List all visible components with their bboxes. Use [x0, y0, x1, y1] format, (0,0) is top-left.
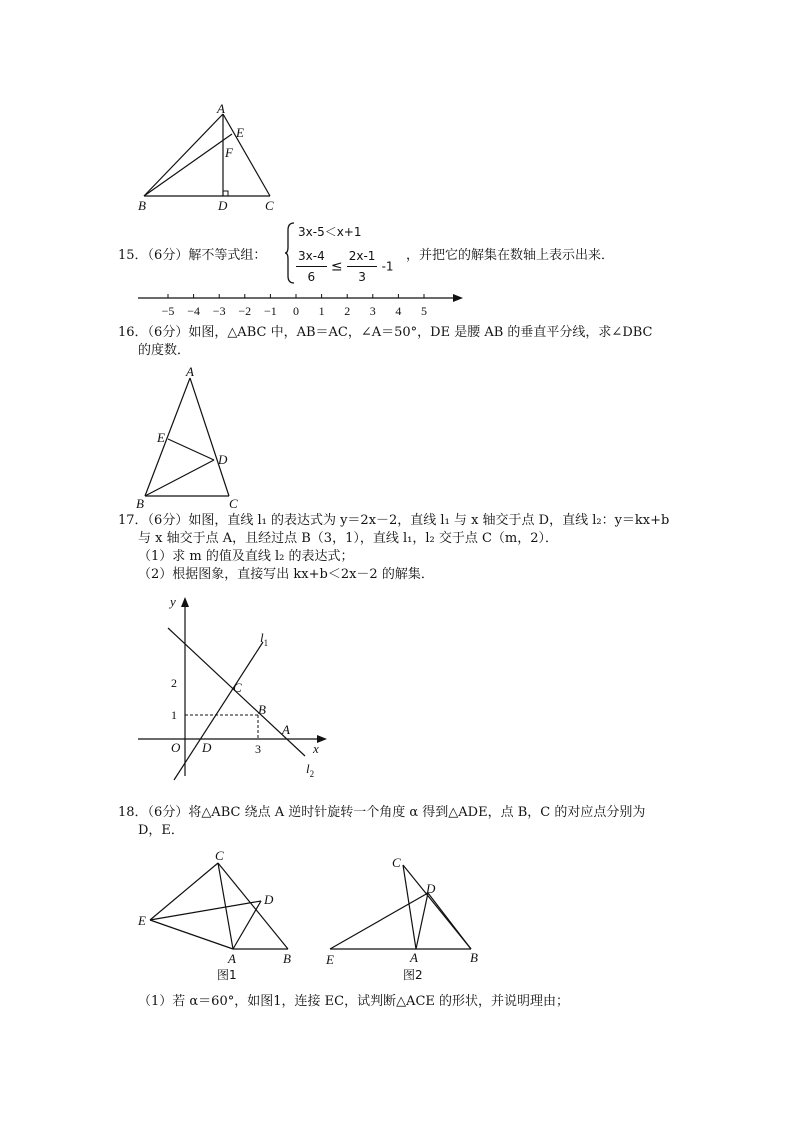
q15-number: 15．（6分）解不等式组：: [118, 248, 267, 263]
figure-q17-graph: [130, 590, 340, 782]
axis-tick-label: 1: [318, 304, 325, 318]
axis-tick-label: 4: [395, 304, 402, 318]
seg-ED: [330, 893, 428, 949]
label-A: A: [217, 101, 225, 116]
seg-ED: [168, 439, 214, 460]
q15-tail: ，并把它的解集在数轴上表示出来．: [406, 248, 615, 263]
question-17: [118, 512, 758, 584]
figure-q18-fig2: [320, 845, 495, 985]
q17-line1: 17．（6分）如图，直线 l₁ 的表达式为 y＝2x－2，直线 l₁ 与 x 轴交于点 D，直线 l₂：y＝kx+b: [118, 513, 670, 528]
seg-CB: [403, 865, 471, 949]
tick-y1: 1: [171, 708, 177, 722]
label-B: B: [138, 198, 146, 213]
seg-EC: [150, 863, 218, 920]
seg-AD: [233, 901, 261, 949]
label-A: A: [282, 722, 290, 737]
right-angle-mark: [223, 191, 228, 196]
q16-line1: 16．（6分）如图，△ABC 中，AB＝AC，∠A＝50°，DE 是腰 AB 的垂直平分线，求∠DBC: [118, 325, 653, 340]
question-15: [118, 220, 718, 286]
label-B: B: [136, 496, 144, 511]
seg-AD: [416, 893, 428, 949]
seg-ED: [150, 901, 261, 920]
caption-fig2: 图2: [403, 968, 423, 982]
arrow-right-icon: [453, 294, 463, 302]
label-B: B: [470, 950, 478, 965]
q15-ineq2: [296, 246, 394, 287]
q18-sub1: （1）若 α＝60°，如图1，连接 EC，试判断△ACE 的形状，并说明理由；: [138, 994, 570, 1009]
q15-frac2: [347, 246, 378, 287]
q15-minus1: -1: [381, 259, 394, 274]
label-A: A: [228, 951, 236, 966]
axis-tick-label: −2: [238, 304, 252, 318]
figure-q18-fig1: [130, 845, 305, 985]
axis-tick-label: 5: [421, 304, 427, 318]
label-E: E: [138, 913, 146, 928]
frac1-den: 6: [307, 270, 316, 284]
q18-line1: 18．（6分）将△ABC 绕点 A 逆时针旋转一个角度 α 得到△ADE，点 B，C 的对应点分别为: [118, 805, 646, 820]
seg-EA: [150, 920, 233, 949]
label-D: D: [426, 881, 436, 896]
frac2-den: 3: [358, 270, 366, 284]
frac1-num: 3x-4: [296, 246, 327, 267]
label-E: E: [236, 125, 244, 140]
seg-CA: [403, 865, 416, 949]
seg-AB: [144, 114, 223, 196]
q15-ineq1: 3x-5＜x+1: [298, 225, 362, 239]
q15-frac1: [296, 246, 327, 287]
q16-line2: 的度数．: [138, 343, 191, 358]
q17-line2: 与 x 轴交于点 A，且经过点 B（3，1），直线 l₁，l₂ 交于点 C（m，2）．: [138, 531, 559, 546]
label-C: C: [215, 848, 224, 863]
label-l2: $l_2$: [306, 761, 315, 779]
label-D: D: [218, 452, 228, 467]
line-l1: [174, 642, 263, 780]
axis-tick-label: −5: [161, 304, 175, 318]
label-l1: $l_1$: [260, 630, 269, 648]
brace-icon: [284, 222, 296, 284]
q17-sub1: （1）求 m 的值及直线 l₂ 的表达式；: [138, 549, 354, 564]
figure-q14: [130, 100, 290, 218]
q15-leq: ≤: [330, 258, 343, 275]
axis-tick-label: −4: [187, 304, 200, 318]
label-F: F: [225, 145, 233, 160]
seg-BD: [145, 460, 214, 496]
label-C: C: [392, 855, 401, 870]
caption-fig1: 图1: [217, 968, 237, 982]
seg-AC: [190, 378, 229, 496]
label-origin: O: [171, 740, 181, 755]
label-B: B: [283, 951, 291, 966]
label-A: A: [410, 950, 418, 965]
arrow-up-icon: [181, 597, 189, 607]
label-E: E: [157, 430, 165, 445]
figure-q16: [130, 364, 250, 512]
question-18: [118, 804, 758, 840]
label-y-axis: y: [170, 594, 176, 609]
seg-BE: [144, 134, 232, 196]
q18-line2: D，E．: [138, 823, 184, 838]
q17-sub2: （2）根据图象，直接写出 kx+b＜2x－2 的解集．: [138, 567, 434, 582]
label-C: C: [265, 198, 274, 213]
axis-tick-label: −1: [264, 304, 277, 318]
axis-tick-label: 0: [293, 304, 299, 318]
seg-AB: [145, 378, 190, 496]
axis-tick-label: −3: [212, 304, 226, 318]
label-E: E: [326, 952, 334, 967]
label-C: C: [229, 496, 238, 511]
tick-x3: 3: [255, 742, 261, 756]
axis-tick-label: 3: [369, 304, 376, 318]
label-C: C: [233, 680, 242, 695]
label-B: B: [258, 702, 266, 717]
question-16: [118, 324, 738, 360]
frac2-num: 2x-1: [347, 246, 378, 267]
number-line: [130, 288, 475, 322]
label-A: A: [186, 364, 194, 379]
tick-y2: 2: [171, 676, 177, 690]
label-D: D: [264, 892, 274, 907]
axis-tick-label: 2: [344, 304, 351, 318]
label-D: D: [202, 740, 212, 755]
label-x-axis: x: [313, 741, 319, 756]
label-D: D: [218, 198, 228, 213]
